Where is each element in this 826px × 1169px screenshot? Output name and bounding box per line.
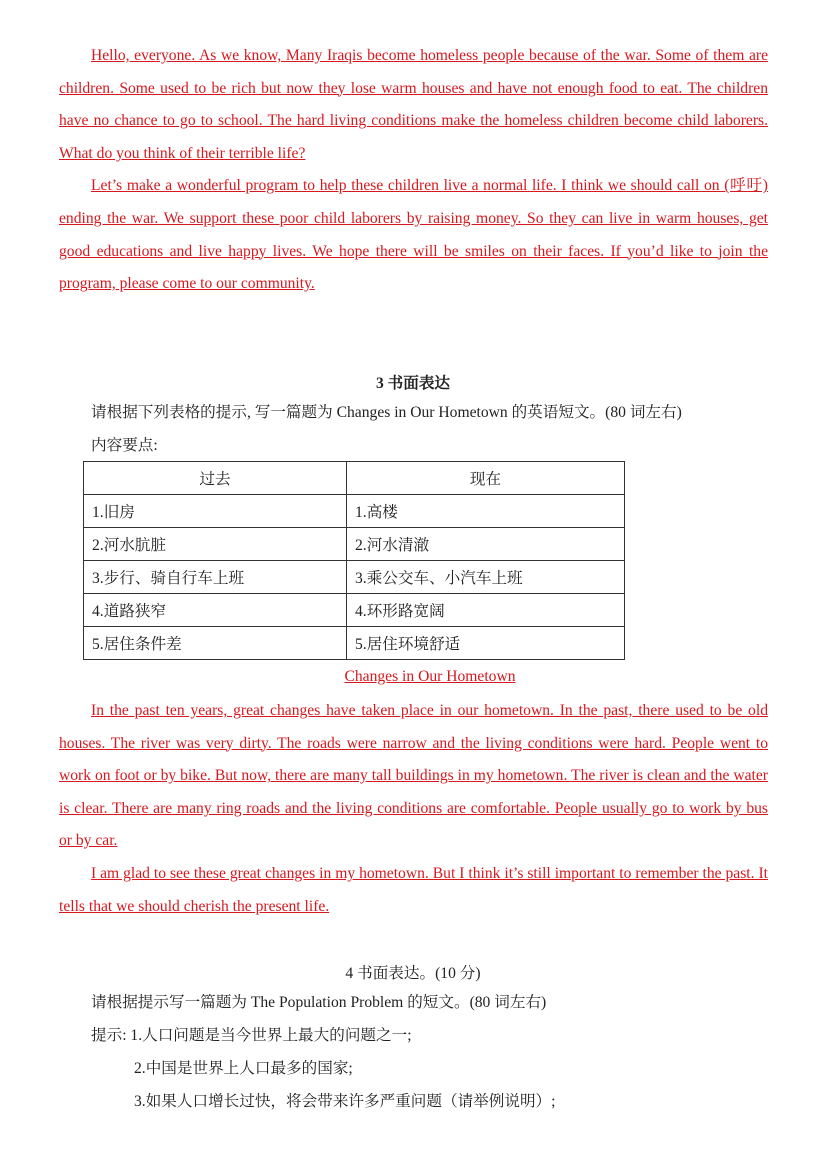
table-cell: 1.旧房 [84,495,347,528]
table-cell: 5.居住环境舒适 [347,627,625,660]
section-3-heading: 3 书面表达 [375,375,451,392]
section-4-instruction: 请根据提示写一篇题为 The Population Problem 的短文。(80 词左右) [91,994,547,1011]
table-header-past: 过去 [84,462,347,495]
table-cell: 3.步行、骑自行车上班 [84,561,347,594]
answer-text-top [59,40,768,301]
section-3-instruction: 请根据下列表格的提示, 写一篇题为 Changes in Our Hometown 的英语短文。(80 词左右) [91,404,682,421]
table-cell: 2.河水清澈 [347,528,625,561]
comparison-table [83,461,625,660]
table-cell: 5.居住条件差 [84,627,347,660]
table-row [84,627,625,660]
section-4-heading: 4 书面表达。(10 分) [345,965,481,982]
content-points-label: 内容要点: [91,437,158,454]
hint-line: 3.如果人口增长过快，将会带来许多严重问题（请举例说明）; [134,1093,556,1110]
table-cell: 1.高楼 [347,495,625,528]
table-header-row [84,462,625,495]
answer-title: Changes in Our Hometown [344,668,516,685]
table-cell: 4.环形路宽阔 [347,594,625,627]
table-cell: 2.河水肮脏 [84,528,347,561]
table-header-now: 现在 [347,462,625,495]
table-row [84,495,625,528]
table-row [84,528,625,561]
table-row [84,561,625,594]
table-cell: 3.乘公交车、小汽车上班 [347,561,625,594]
answer-paragraph: In the past ten years, great changes have taken place in our hometown. In the past, there used to be old houses. The river was very dirty. The roads were narrow and the living conditions were hard. People went to work on foot or by bike. But now, there are many tall buildings in my hometown. The river is clean and the water is clear. There are many ring roads and the living conditions are comfortable. People usually go to work by bus or by car. [59,702,768,850]
answer-text-section-3 [59,695,768,923]
table-cell: 4.道路狭窄 [84,594,347,627]
hint-line: 2.中国是世界上人口最多的国家; [134,1060,353,1077]
hint-line: 提示: 1.人口问题是当今世界上最大的问题之一; [91,1027,412,1044]
answer-paragraph: Let’s make a wonderful program to help these children live a normal life. I think we should call on (呼吁) ending the war. We support these poor child laborers by raising money. So they can live in warm houses, get good educations and live happy lives. We hope there will be smiles on their faces. If you’d like to join the program, please come to our community. [59,177,768,293]
table-row [84,594,625,627]
answer-paragraph: I am glad to see these great changes in my hometown. But I think it’s still important to remember the past. It tells that we should cherish the present life. [59,864,768,915]
answer-paragraph: Hello, everyone. As we know, Many Iraqis become homeless people because of the war. Some of them are children. Some used to be rich but now they lose warm houses and have not enough food to eat. The children have no chance to go to school. The hard living conditions make the homeless children become child laborers. What do you think of their terrible life? [59,47,768,162]
